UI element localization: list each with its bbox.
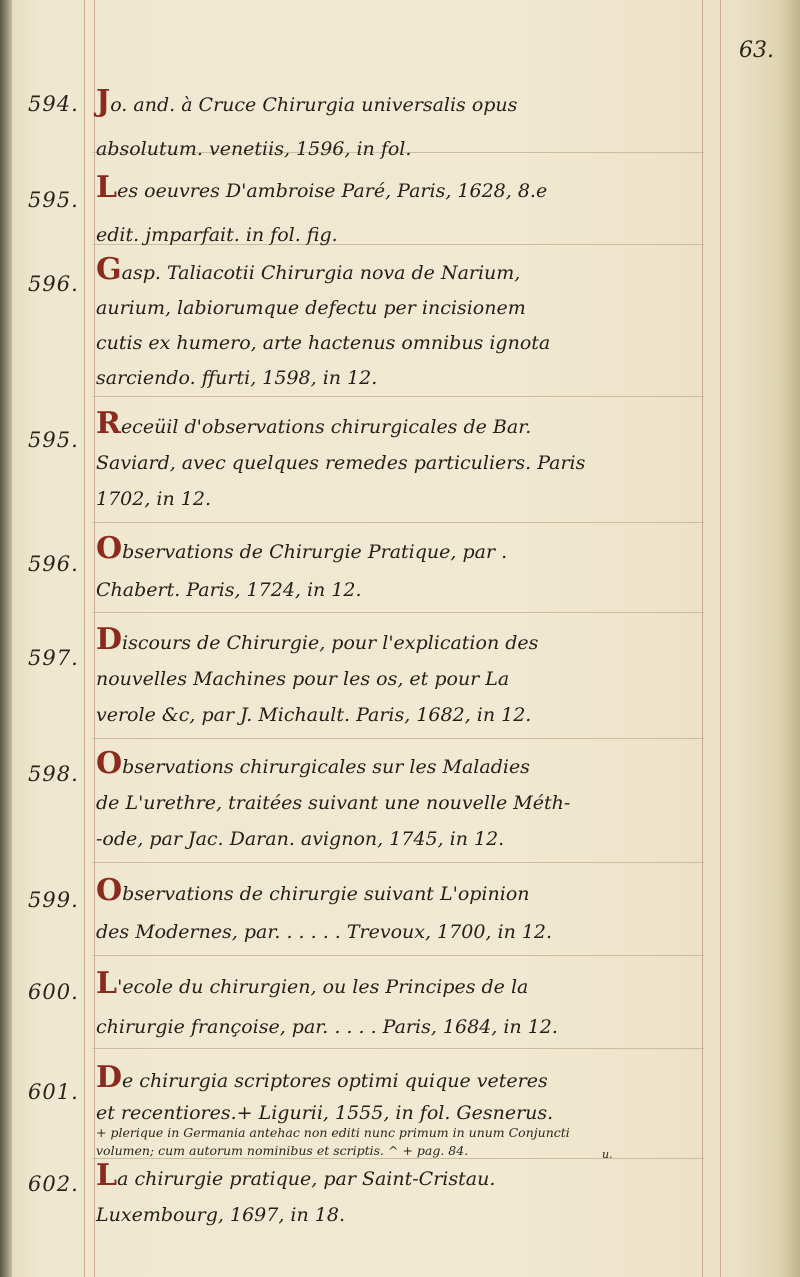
entry-line: verole &c, par J. Michault. Paris, 1682, in 12. — [96, 704, 532, 726]
initial-letter: O — [96, 873, 123, 908]
entry-line: e chirurgia scriptores optimi quique veteres — [122, 1070, 548, 1092]
entry-line: des Modernes, par. . . . . . Trevoux, 1700, in 12. — [96, 921, 553, 943]
entry-number: 600. — [28, 980, 79, 1004]
entry-line: Saviard, avec quelques remedes particuliers. Paris — [96, 452, 586, 474]
initial-letter: G — [96, 252, 122, 287]
entry-text — [96, 622, 656, 733]
entry-text — [96, 872, 656, 951]
entry-text — [96, 80, 656, 171]
entry-number: 601. — [28, 1080, 79, 1104]
entry-number: 595. — [28, 188, 79, 212]
entry-text — [96, 1062, 656, 1129]
entry-divider — [92, 955, 704, 956]
book-gutter — [0, 0, 12, 1277]
entry-line: a chirurgie pratique, par Saint-Cristau. — [117, 1168, 496, 1190]
page-number: 63. — [739, 38, 774, 63]
entry-line: edit. jmparfait. in fol. fig. — [96, 224, 338, 246]
entry-text — [96, 964, 656, 1047]
entry-number: 596. — [28, 552, 79, 576]
entry-text — [96, 1158, 656, 1233]
entry-text — [96, 530, 656, 609]
entry-line: absolutum. venetiis, 1596, in fol. — [96, 138, 412, 160]
margin-rule — [94, 0, 95, 1277]
entry-number: 594. — [28, 92, 79, 116]
initial-letter: L — [96, 966, 118, 1001]
entry-line: 'ecole du chirurgien, ou les Principes de la — [117, 976, 529, 998]
page-edge — [778, 0, 800, 1277]
initial-letter: O — [96, 531, 123, 566]
entry-text — [96, 166, 656, 257]
entry-text — [96, 252, 656, 396]
entry-number: 595. — [28, 428, 79, 452]
entry-text — [96, 746, 656, 857]
entry-number: 597. — [28, 646, 79, 670]
initial-letter: J — [96, 84, 111, 119]
entry-line: Luxembourg, 1697, in 18. — [96, 1204, 345, 1226]
entry-number: 602. — [28, 1172, 79, 1196]
margin-rule — [720, 0, 721, 1277]
entry-line: es oeuvres D'ambroise Paré, Paris, 1628, 8.e — [117, 180, 548, 202]
entry-divider — [92, 612, 704, 613]
entry-line: 1702, in 12. — [96, 488, 212, 510]
entry-line: aurium, labiorumque defectu per incisionem — [96, 297, 526, 319]
initial-letter: L — [96, 1158, 118, 1193]
initial-letter: R — [96, 406, 121, 441]
margin-mark: u. — [602, 1148, 613, 1161]
entry-line: bservations chirurgicales sur les Maladies — [122, 756, 530, 778]
margin-rule — [702, 0, 703, 1277]
entry-number: 599. — [28, 888, 79, 912]
entry-line: eceüil d'observations chirurgicales de Bar. — [120, 416, 532, 438]
initial-letter: D — [96, 1060, 123, 1095]
entry-line: sarciendo. ffurti, 1598, in 12. — [96, 367, 378, 389]
entry-line: de L'urethre, traitées suivant une nouvelle Méth- — [96, 792, 571, 814]
footnote-line: volumen; cum autorum nominibus et scriptis. ^ + pag. 84. — [96, 1143, 469, 1158]
entry-line: iscours de Chirurgie, pour l'explication des — [122, 632, 539, 654]
entry-line: nouvelles Machines pour les os, et pour La — [96, 668, 510, 690]
entry-divider — [92, 522, 704, 523]
entry-divider — [92, 396, 704, 397]
initial-letter: O — [96, 746, 123, 781]
initial-letter: D — [96, 622, 123, 657]
entry-number: 596. — [28, 272, 79, 296]
initial-letter: L — [96, 170, 118, 205]
entry-number: 598. — [28, 762, 79, 786]
entry-line: et recentiores.+ Ligurii, 1555, in fol. Gesnerus. — [96, 1102, 554, 1124]
entry-line: bservations de chirurgie suivant L'opinion — [122, 883, 530, 905]
entry-line: asp. Taliacotii Chirurgia nova de Narium, — [121, 262, 521, 284]
entry-line: o. and. à Cruce Chirurgia universalis opus — [110, 94, 518, 116]
entry-line: bservations de Chirurgie Pratique, par . — [122, 541, 508, 563]
entry-divider — [92, 1048, 704, 1049]
entry-divider — [92, 738, 704, 739]
entry-line: chirurgie françoise, par. . . . . Paris, 1684, in 12. — [96, 1016, 558, 1038]
margin-rule — [84, 0, 85, 1277]
entry-line: Chabert. Paris, 1724, in 12. — [96, 579, 362, 601]
entry-divider — [92, 862, 704, 863]
footnote-line: + plerique in Germania antehac non editi nunc primum in unum Conjuncti — [96, 1125, 570, 1140]
entry-text — [96, 406, 656, 517]
entry-line: cutis ex humero, arte hactenus omnibus ignota — [96, 332, 551, 354]
entry-line: -ode, par Jac. Daran. avignon, 1745, in 12. — [96, 828, 505, 850]
